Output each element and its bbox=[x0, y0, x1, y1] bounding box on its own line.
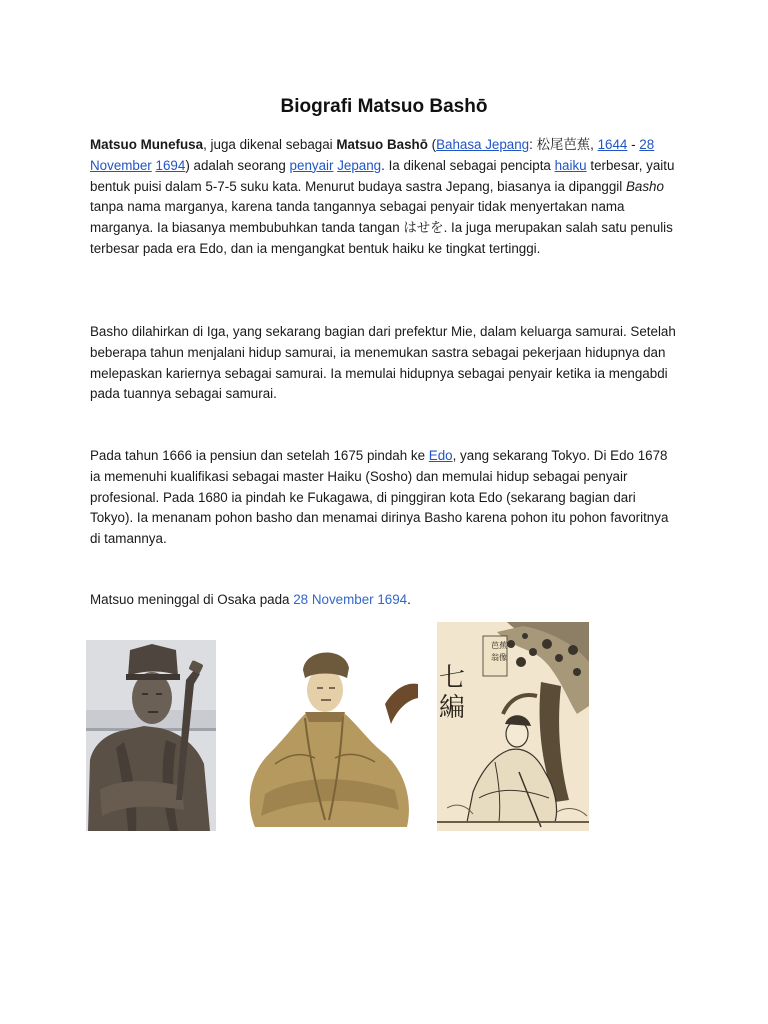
page-title: Biografi Matsuo Bashō bbox=[280, 96, 488, 117]
basho-painting-photo bbox=[235, 634, 418, 827]
text-span: ( bbox=[427, 137, 437, 152]
link-edo[interactable]: Edo bbox=[428, 448, 453, 463]
basho-woodblock-photo bbox=[437, 622, 589, 831]
woodblock-illustration bbox=[437, 622, 589, 831]
text-span: terbesar, yaitu bentuk puisi dalam 5-7-5 suku kata. Menurut budaya sastra Jepang, biasanya ia dipanggil bbox=[90, 157, 675, 194]
woodblock-title-glyph-2: 編 bbox=[439, 693, 466, 723]
text-span: ) adalah seorang bbox=[185, 157, 290, 173]
text-span: . Ia dikenal sebagai pencipta bbox=[381, 157, 555, 173]
text-span: . bbox=[407, 592, 411, 607]
bold-name-basho: Matsuo Bashō bbox=[336, 137, 428, 152]
link-haiku[interactable]: haiku bbox=[554, 157, 587, 173]
paragraph-edo bbox=[90, 446, 678, 550]
link-1694[interactable]: 1694 bbox=[155, 157, 186, 173]
link-jepang[interactable]: Jepang bbox=[337, 157, 382, 173]
bold-name-munefusa: Matsuo Munefusa bbox=[90, 137, 204, 152]
svg-text:翁像: 翁像 bbox=[491, 653, 507, 662]
link-1644[interactable]: 1644 bbox=[597, 137, 628, 152]
woodblock-caption: 芭蕉 bbox=[491, 641, 507, 650]
text-span: - bbox=[627, 137, 640, 152]
text-span: , juga dikenal sebagai bbox=[203, 137, 337, 152]
paragraph-death bbox=[90, 590, 678, 611]
italic-basho: Basho bbox=[625, 178, 664, 194]
text-span: Pada tahun 1666 ia pensiun dan setelah 1675 pindah ke bbox=[90, 448, 429, 463]
link-penyair[interactable]: penyair bbox=[289, 157, 334, 173]
text-span: Matsuo meninggal di Osaka pada bbox=[90, 592, 294, 607]
text-span: : 松尾芭蕉, bbox=[529, 137, 598, 152]
text-span: tanpa nama marganya, karena tanda tangannya sebagai penyair tidak menyertakan nama marganya. Ia biasanya membubuhkan tanda tangan はせを. Ia juga merupakan salah satu penulis terbesar pada era Edo, dan ia mengangkat bentuk haiku ke tingkat tertinggi. bbox=[90, 199, 673, 256]
paragraph-intro bbox=[90, 135, 678, 260]
painting-illustration bbox=[235, 634, 418, 827]
link-bahasa-jepang[interactable]: Bahasa Jepang bbox=[436, 137, 530, 152]
statue-illustration bbox=[86, 640, 216, 831]
woodblock-title-glyph-1: 七 bbox=[439, 663, 466, 693]
basho-statue-photo bbox=[86, 640, 216, 831]
paragraph-birth: Basho dilahirkan di Iga, yang sekarang bagian dari prefektur Mie, dalam keluarga samurai. Setelah beberapa tahun menjalani hidup samurai, ia menemukan sastra sebagai pekerjaan hidupnya dan melepaskan kariernya sebagai samurai. Ia memulai hidupnya sebagai penyair ketika ia mengabdi pada tuannya sebagai samurai. bbox=[90, 324, 676, 402]
link-28-november[interactable]: 28 November bbox=[90, 137, 655, 173]
text-span: , yang sekarang Tokyo. Di Edo 1678 ia memenuhi kualifikasi sebagai master Haiku (Sosho) dan memulai hidup sebagai penyair profesional. Pada 1680 ia pindah ke Fukagawa, di pinggiran kota Edo (sekarang bagian dari Tokyo). Ia menanam pohon basho dan menamai dirinya Basho karena pohon itu pohon favoritnya di tamannya. bbox=[90, 448, 669, 547]
death-date: 28 November 1694 bbox=[293, 592, 408, 607]
